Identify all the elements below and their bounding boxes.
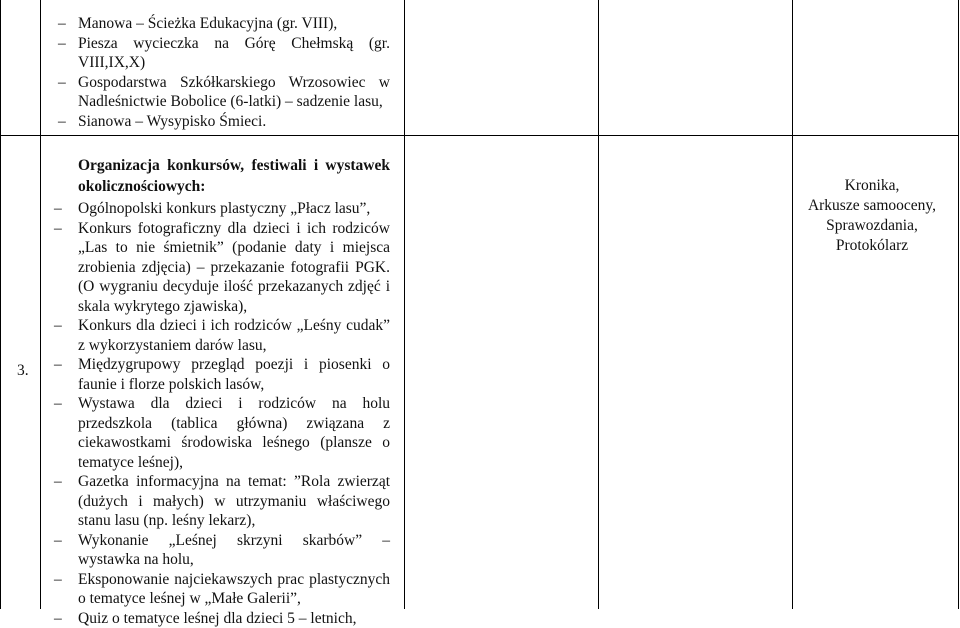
row-number: 3. [17, 362, 29, 380]
documentation-cell [802, 176, 942, 256]
list-item: – Gospodarstwa Szkółkarskiego Wrzosowiec w Nadleśnictwie Bobolice (6-latki) – sadzenie lasu, [58, 73, 390, 112]
list-item: – Ogólnopolski konkurs plastyczny „Płacz lasu”, [78, 199, 390, 219]
table-border-left [0, 0, 1, 609]
documentation-item: Sprawozdania, [802, 216, 942, 236]
list-item-text: Wystawa dla dzieci i rodziców na holu przedszkola (tablica główna) związana z ciekawostkami środowiska leśnego (plansze o tematyce leśnej), [78, 395, 390, 471]
list-item: – Eksponowanie najciekawszych prac plastycznych o tematyce leśnej w „Małe Galerii”, [78, 570, 390, 609]
section-heading [78, 155, 390, 197]
list-item: – Manowa – Ścieżka Edukacyjna (gr. VIII), [58, 14, 390, 34]
list-item: – Piesza wycieczka na Górę Chełmską (gr. VIII,IX,X) [58, 34, 390, 73]
activities-cell [78, 155, 390, 628]
list-item-text: Wykonanie „Leśnej skrzyni skarbów” – wystawka na holu, [78, 532, 390, 569]
list-item: – Konkurs dla dzieci i ich rodziców „Leśny cudak” z wykorzystaniem darów lasu, [78, 316, 390, 355]
list-item: – Wykonanie „Leśnej skrzyni skarbów” – wystawka na holu, [78, 531, 390, 570]
table-border-col4 [792, 0, 793, 609]
list-item-text: Gospodarstwa Szkółkarskiego Wrzosowiec w Nadleśnictwie Bobolice (6-latki) – sadzenie lasu, [78, 74, 390, 111]
documentation-item: Kronika, [802, 176, 942, 196]
table-border-right [958, 0, 959, 609]
list-item-text: Piesza wycieczka na Górę Chełmską (gr. VIII,IX,X) [78, 35, 390, 72]
list-item-text: Manowa – Ścieżka Edukacyjna (gr. VIII), [78, 15, 337, 32]
list-item-text: Gazetka informacyjna na temat: ”Rola zwierząt (dużych i małych) w utrzymaniu właściwego stanu lasu (np. leśny lekarz), [78, 473, 390, 529]
top-cell-list [58, 14, 390, 131]
list-item-text: Konkurs dla dzieci i ich rodziców „Leśny cudak” z wykorzystaniem darów lasu, [78, 317, 390, 354]
heading-line: okolicznościowych: [78, 178, 205, 195]
list-item: – Międzygrupowy przegląd poezji i piosenki o faunie i florze polskich lasów, [78, 355, 390, 394]
list-item-text: Ogólnopolski konkurs plastyczny „Płacz lasu”, [78, 200, 370, 217]
list-item-text: Quiz o tematyce leśnej dla dzieci 5 – letnich, [78, 610, 356, 627]
table-border-col2 [404, 0, 405, 609]
list-item-text: Eksponowanie najciekawszych prac plastycznych o tematyce leśnej w „Małe Galerii”, [78, 571, 390, 608]
list-item: – Sianowa – Wysypisko Śmieci. [58, 112, 390, 132]
table-border-col1 [40, 0, 41, 609]
list-item: – Konkurs fotograficzny dla dzieci i ich rodziców „Las to nie śmietnik” (podanie daty i miejsca zrobienia zdjęcia) – przekazanie fotografii PGK. (O wygraniu decyduje ilość przekazanych zdjęć i skala wykrytego zjawiska), [78, 219, 390, 317]
list-item-text: Konkurs fotograficzny dla dzieci i ich rodziców „Las to nie śmietnik” (podanie daty i miejsca zrobienia zdjęcia) – przekazanie fotografii PGK. (O wygraniu decyduje ilość przekazanych zdjęć i skala wykrytego zjawiska), [78, 220, 390, 315]
list-item-text: Sianowa – Wysypisko Śmieci. [78, 113, 266, 130]
table-row-divider [0, 135, 959, 136]
list-item: – Quiz o tematyce leśnej dla dzieci 5 – letnich, [78, 609, 390, 628]
documentation-item: Protokólarz [802, 236, 942, 256]
list-item-text: Międzygrupowy przegląd poezji i piosenki o faunie i florze polskich lasów, [78, 356, 390, 393]
list-item: – Gazetka informacyjna na temat: ”Rola zwierząt (dużych i małych) w utrzymaniu właściwego stanu lasu (np. leśny lekarz), [78, 472, 390, 531]
table-border-col3 [598, 0, 599, 609]
heading-line: Organizacja konkursów, festiwali i wystawek [78, 155, 390, 176]
list-item: – Wystawa dla dzieci i rodziców na holu przedszkola (tablica główna) związana z ciekawostkami środowiska leśnego (plansze o tematyce leśnej), [78, 394, 390, 472]
documentation-item: Arkusze samooceny, [802, 196, 942, 216]
